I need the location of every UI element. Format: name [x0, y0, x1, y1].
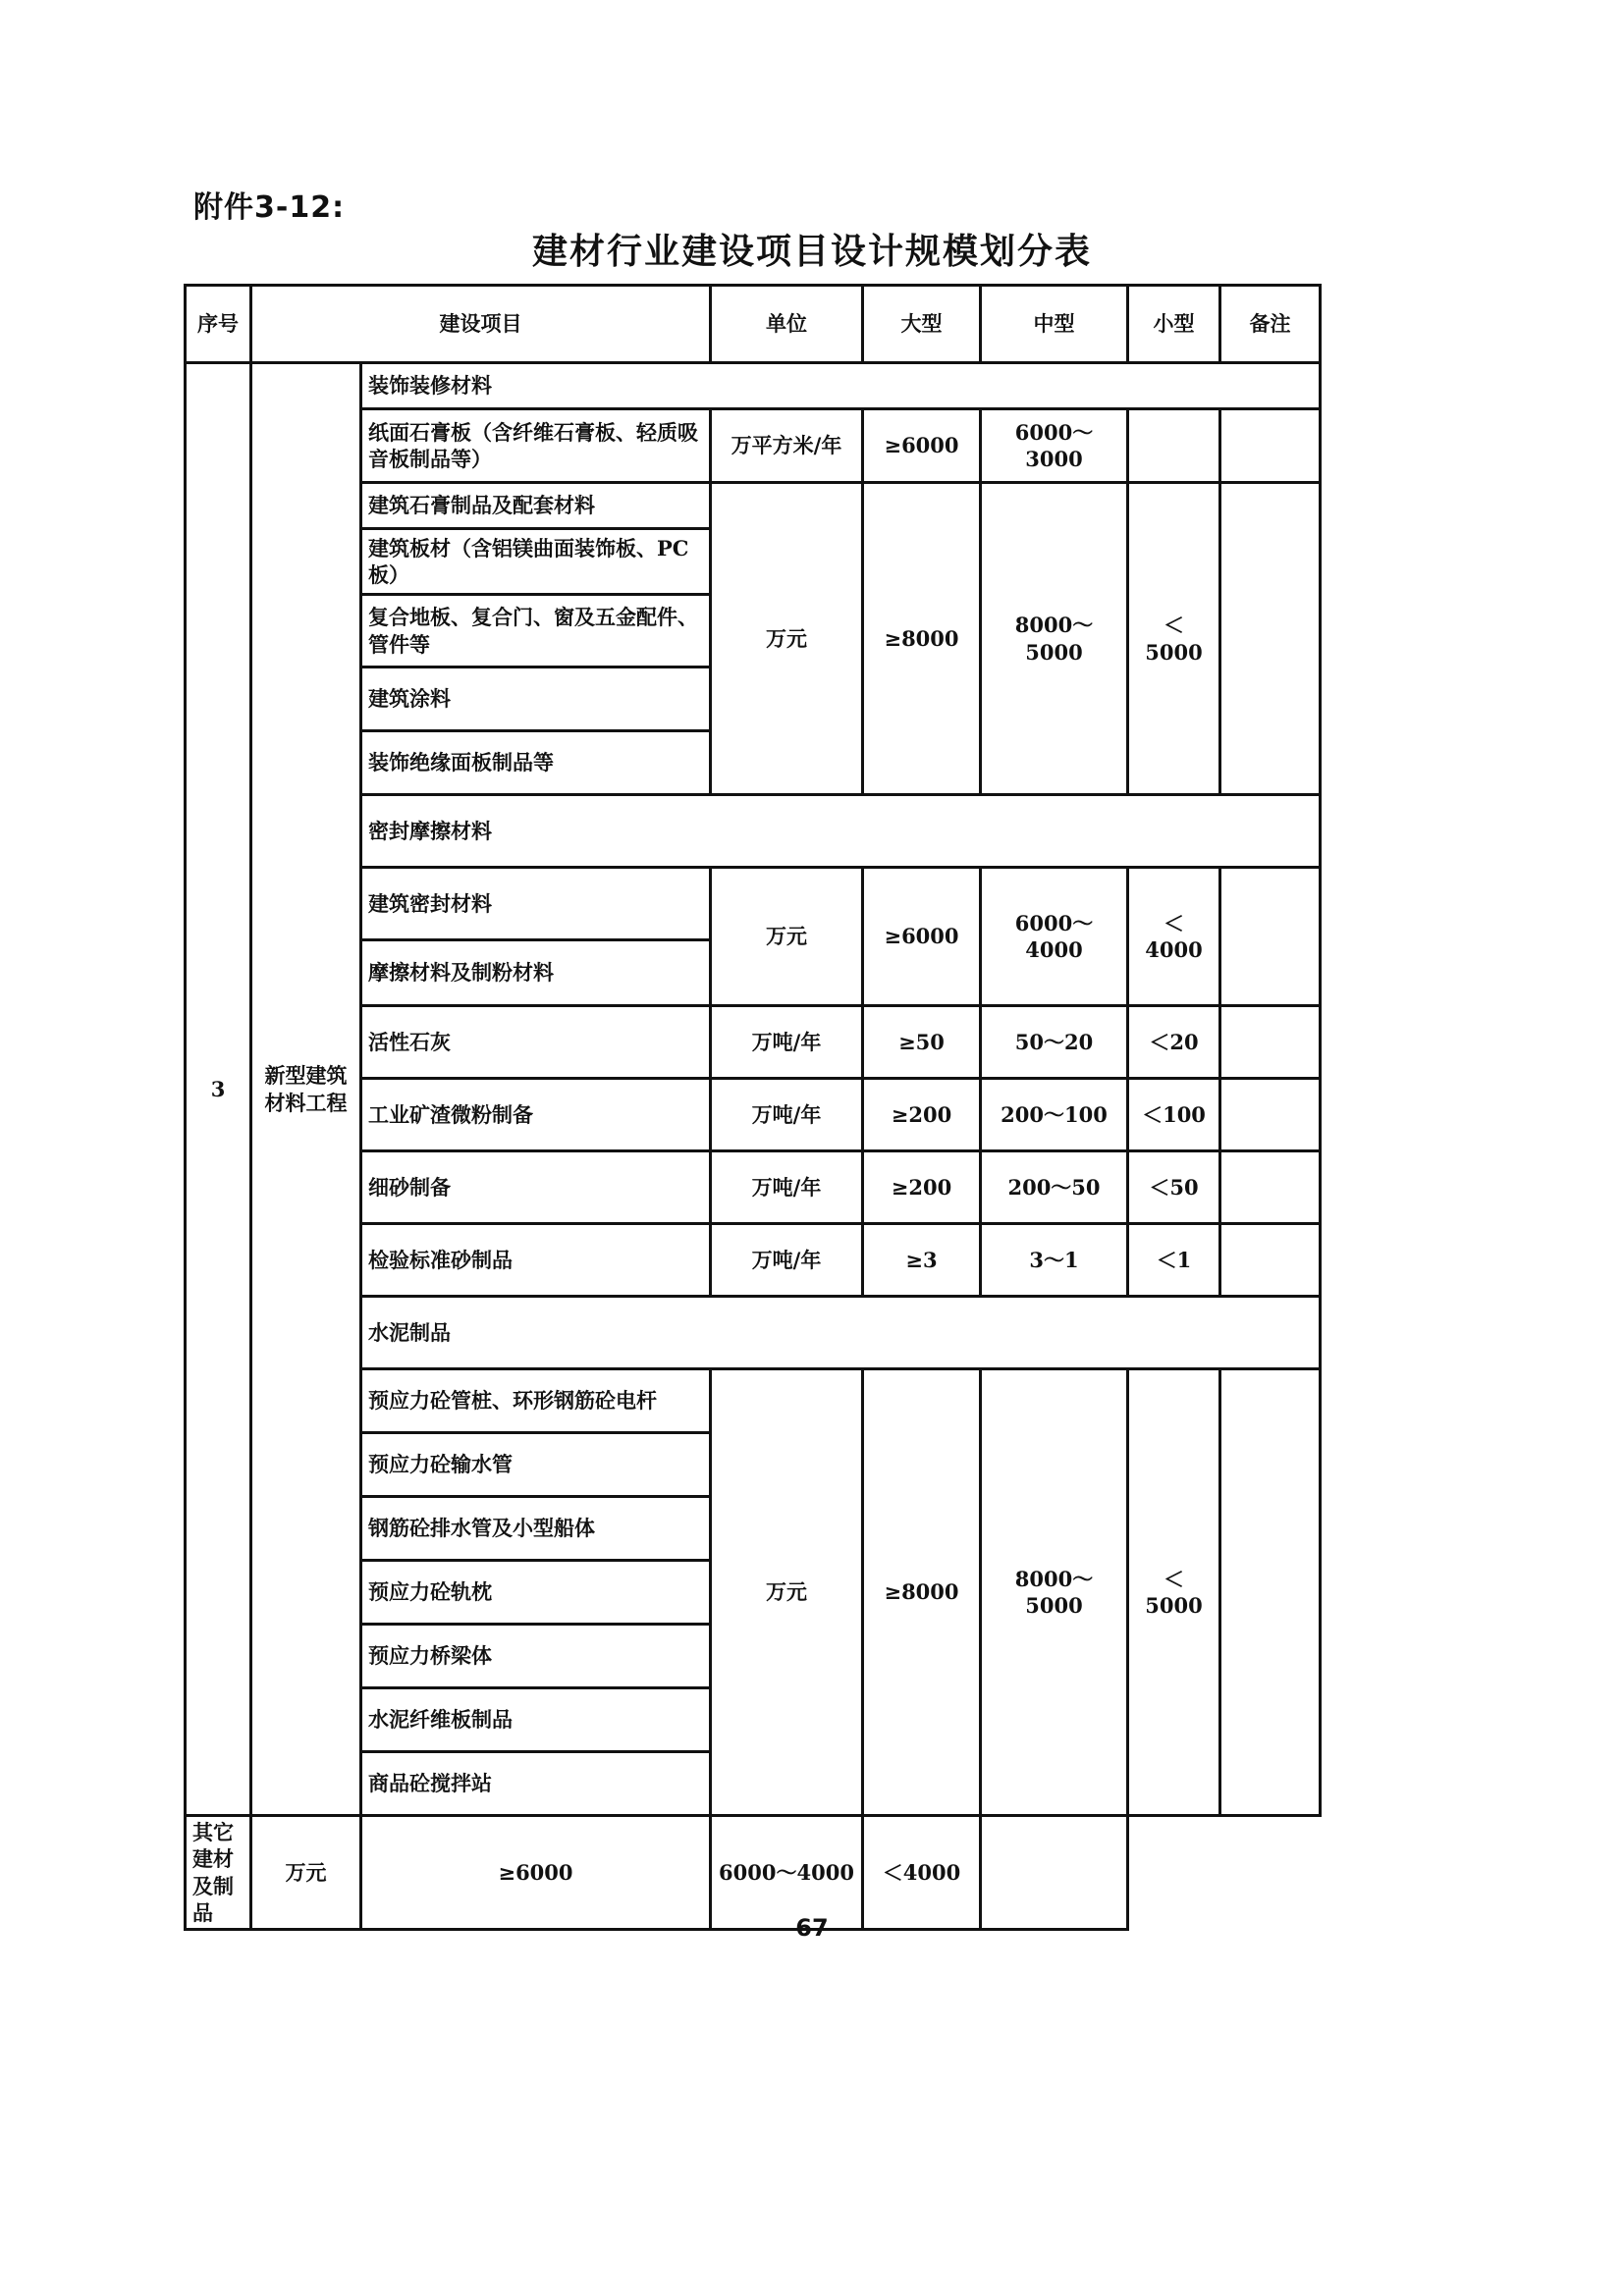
header-large: 大型: [863, 286, 981, 363]
group-small: ＜4000: [1128, 868, 1220, 1006]
item-remark: [981, 1816, 1128, 1930]
item-unit: 万平方米/年: [711, 409, 863, 483]
item-remark: [1220, 1079, 1321, 1151]
header-project: 建设项目: [251, 286, 711, 363]
item-unit: 万元: [251, 1816, 361, 1930]
item-large: ≥200: [863, 1151, 981, 1224]
item-name: 水泥纤维板制品: [361, 1688, 711, 1752]
item-medium: 3～1: [981, 1224, 1128, 1297]
section-heading: 装饰装修材料: [361, 363, 1321, 409]
group-remark: [1220, 868, 1321, 1006]
item-name: 商品砼搅拌站: [361, 1752, 711, 1816]
item-name: 预应力桥梁体: [361, 1625, 711, 1688]
item-small: ＜50: [1128, 1151, 1220, 1224]
item-remark: [1220, 1006, 1321, 1079]
item-small: ＜20: [1128, 1006, 1220, 1079]
item-unit: 万吨/年: [711, 1224, 863, 1297]
item-name: 装饰绝缘面板制品等: [361, 731, 711, 795]
item-large: ≥6000: [863, 409, 981, 483]
item-unit: 万吨/年: [711, 1079, 863, 1151]
group-large: ≥8000: [863, 483, 981, 795]
group-unit: 万元: [711, 868, 863, 1006]
item-large: ≥50: [863, 1006, 981, 1079]
item-unit: 万吨/年: [711, 1151, 863, 1224]
group-medium: 6000～4000: [981, 868, 1128, 1006]
page-number: 67: [795, 1914, 829, 1942]
item-large: ≥6000: [361, 1816, 711, 1930]
item-name: 细砂制备: [361, 1151, 711, 1224]
section-heading: 密封摩擦材料: [361, 795, 1321, 868]
item-small: [1128, 409, 1220, 483]
item-unit: 万吨/年: [711, 1006, 863, 1079]
item-name: 钢筋砼排水管及小型船体: [361, 1497, 711, 1561]
group-unit: 万元: [711, 483, 863, 795]
item-medium: 6000～4000: [711, 1816, 863, 1930]
item-name: 建筑涂料: [361, 667, 711, 731]
seq-number: 3: [186, 363, 251, 1816]
group-medium: 8000～5000: [981, 1369, 1128, 1816]
item-name: 摩擦材料及制粉材料: [361, 940, 711, 1006]
group-remark: [1220, 1369, 1321, 1816]
header-small: 小型: [1128, 286, 1220, 363]
item-large: ≥200: [863, 1079, 981, 1151]
group-remark: [1220, 483, 1321, 795]
item-large: ≥3: [863, 1224, 981, 1297]
group-large: ≥6000: [863, 868, 981, 1006]
item-name: 活性石灰: [361, 1006, 711, 1079]
item-remark: [1220, 409, 1321, 483]
scale-classification-table: [184, 284, 1322, 1931]
header-seq: 序号: [186, 286, 251, 363]
item-medium: 50～20: [981, 1006, 1128, 1079]
item-name: 预应力砼轨枕: [361, 1561, 711, 1625]
table-row: [186, 1816, 1321, 1930]
item-name: 复合地板、复合门、窗及五金配件、管件等: [361, 595, 711, 667]
item-name: 工业矿渣微粉制备: [361, 1079, 711, 1151]
item-name: 建筑石膏制品及配套材料: [361, 483, 711, 529]
item-small: ＜100: [1128, 1079, 1220, 1151]
table-row: [186, 363, 1321, 409]
item-small: ＜4000: [863, 1816, 981, 1930]
item-remark: [1220, 1224, 1321, 1297]
page-title: 建材行业建设项目设计规模划分表: [531, 232, 1092, 272]
header-medium: 中型: [981, 286, 1128, 363]
item-name: 建筑密封材料: [361, 868, 711, 940]
category-name: 新型建筑材料工程: [251, 363, 361, 1816]
header-unit: 单位: [711, 286, 863, 363]
table-header-row: [186, 286, 1321, 363]
group-large: ≥8000: [863, 1369, 981, 1816]
group-small: ＜5000: [1128, 483, 1220, 795]
item-name: 其它建材及制品: [186, 1816, 251, 1930]
item-name: 纸面石膏板（含纤维石膏板、轻质吸音板制品等）: [361, 409, 711, 483]
item-medium: 200～50: [981, 1151, 1128, 1224]
group-medium: 8000～5000: [981, 483, 1128, 795]
item-remark: [1220, 1151, 1321, 1224]
item-name: 预应力砼管桩、环形钢筋砼电杆: [361, 1369, 711, 1433]
item-name: 检验标准砂制品: [361, 1224, 711, 1297]
item-medium: 200～100: [981, 1079, 1128, 1151]
header-remark: 备注: [1220, 286, 1321, 363]
item-name: 预应力砼输水管: [361, 1433, 711, 1497]
section-heading: 水泥制品: [361, 1297, 1321, 1369]
item-medium: 6000～3000: [981, 409, 1128, 483]
group-small: ＜5000: [1128, 1369, 1220, 1816]
attachment-label: 附件3-12:: [193, 190, 346, 225]
group-unit: 万元: [711, 1369, 863, 1816]
item-small: ＜1: [1128, 1224, 1220, 1297]
item-name: 建筑板材（含铝镁曲面装饰板、PC板）: [361, 529, 711, 595]
